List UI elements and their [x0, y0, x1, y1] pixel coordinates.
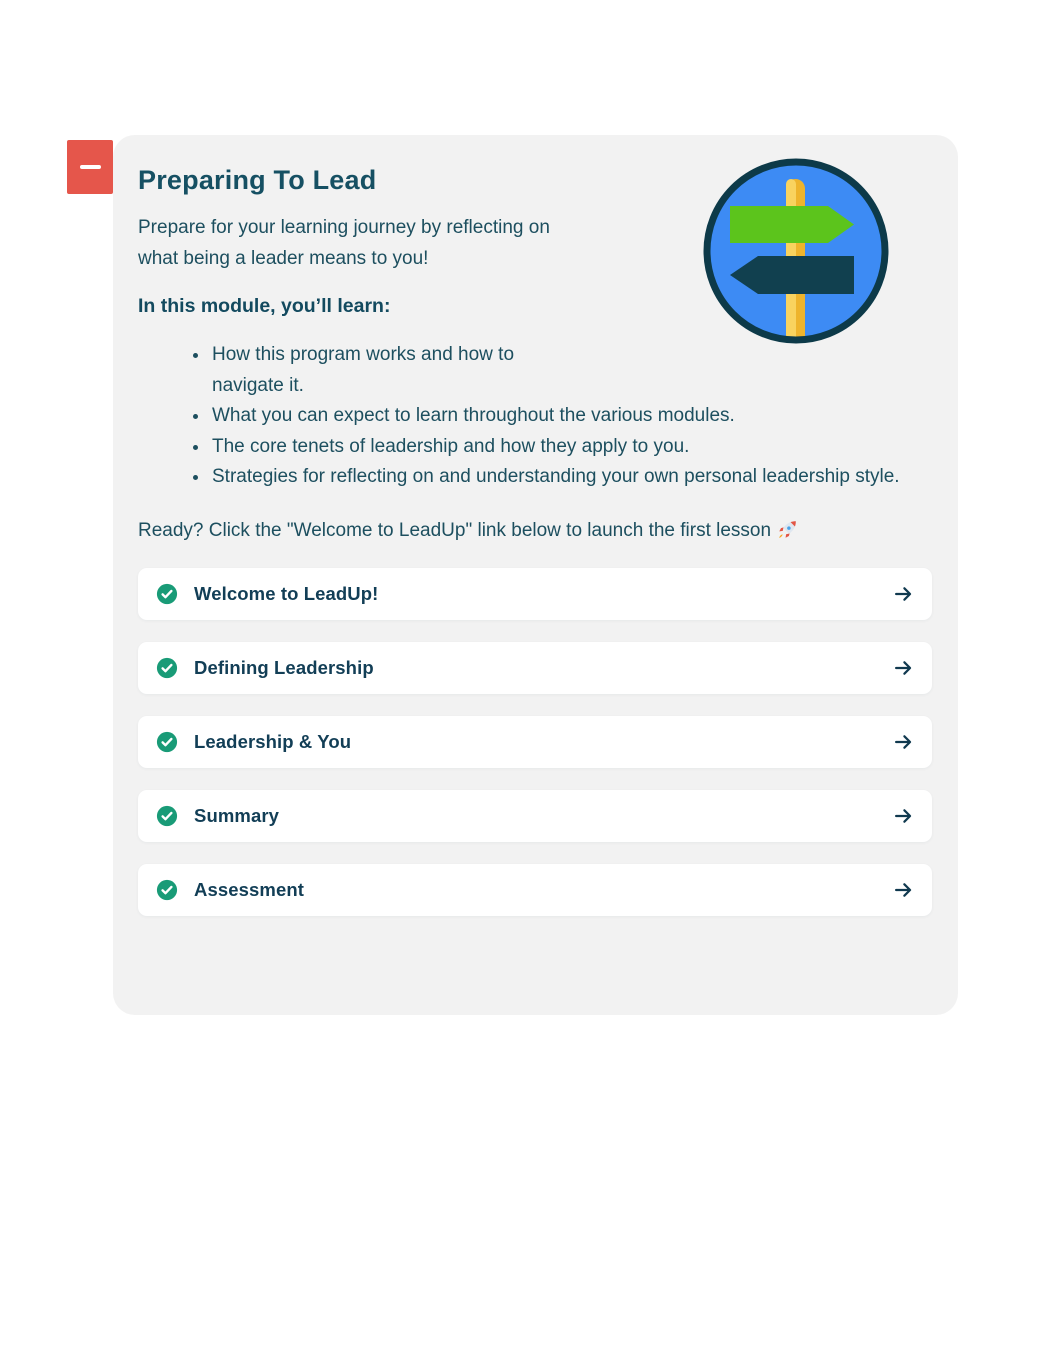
learn-item: • The core tenets of leadership and how they apply to you. [210, 432, 932, 463]
module-card [113, 135, 958, 1015]
lesson-label: Assessment [194, 878, 305, 900]
signpost-icon [696, 151, 896, 351]
learn-item: • Strategies for reflecting on and understanding your own personal leadership style. [210, 462, 932, 493]
lesson-row-assessment[interactable] [138, 864, 932, 916]
arrow-right-icon [892, 805, 914, 827]
arrow-right-icon [892, 879, 914, 901]
lesson-row-leadership-and-you[interactable] [138, 716, 932, 768]
module-title: Preparing To Lead [138, 165, 377, 195]
rocket-emoji-icon [777, 519, 798, 540]
lesson-list [138, 568, 932, 916]
module-intro: Prepare for your learning journey by reflecting on what being a leader means to you! [138, 217, 550, 269]
learn-heading: In this module, you’ll learn: [138, 295, 391, 317]
minus-icon [80, 165, 101, 169]
lesson-label: Welcome to LeadUp! [194, 582, 379, 604]
lesson-row-welcome-to-leadup[interactable] [138, 568, 932, 620]
completed-check-icon [156, 731, 178, 753]
lesson-row-summary[interactable] [138, 790, 932, 842]
completed-check-icon [156, 879, 178, 901]
arrow-right-icon [892, 731, 914, 753]
arrow-right-icon [892, 583, 914, 605]
arrow-right-icon [892, 657, 914, 679]
completed-check-icon [156, 583, 178, 605]
cta-text [138, 518, 932, 544]
lesson-label: Leadership & You [194, 730, 352, 752]
lesson-row-defining-leadership[interactable] [138, 642, 932, 694]
learn-item: • How this program works and how to navigate it. [210, 340, 932, 401]
learn-list [138, 340, 932, 493]
signpost-illustration [696, 151, 896, 351]
completed-check-icon [156, 657, 178, 679]
lesson-label: Summary [194, 804, 280, 826]
completed-check-icon [156, 805, 178, 827]
lesson-label: Defining Leadership [194, 656, 374, 678]
learn-item: • What you can expect to learn throughout the various modules. [210, 401, 932, 432]
cta-sentence: Ready? Click the "Welcome to LeadUp" link below to launch the first lesson [138, 519, 772, 541]
collapse-module-button[interactable] [67, 140, 113, 194]
